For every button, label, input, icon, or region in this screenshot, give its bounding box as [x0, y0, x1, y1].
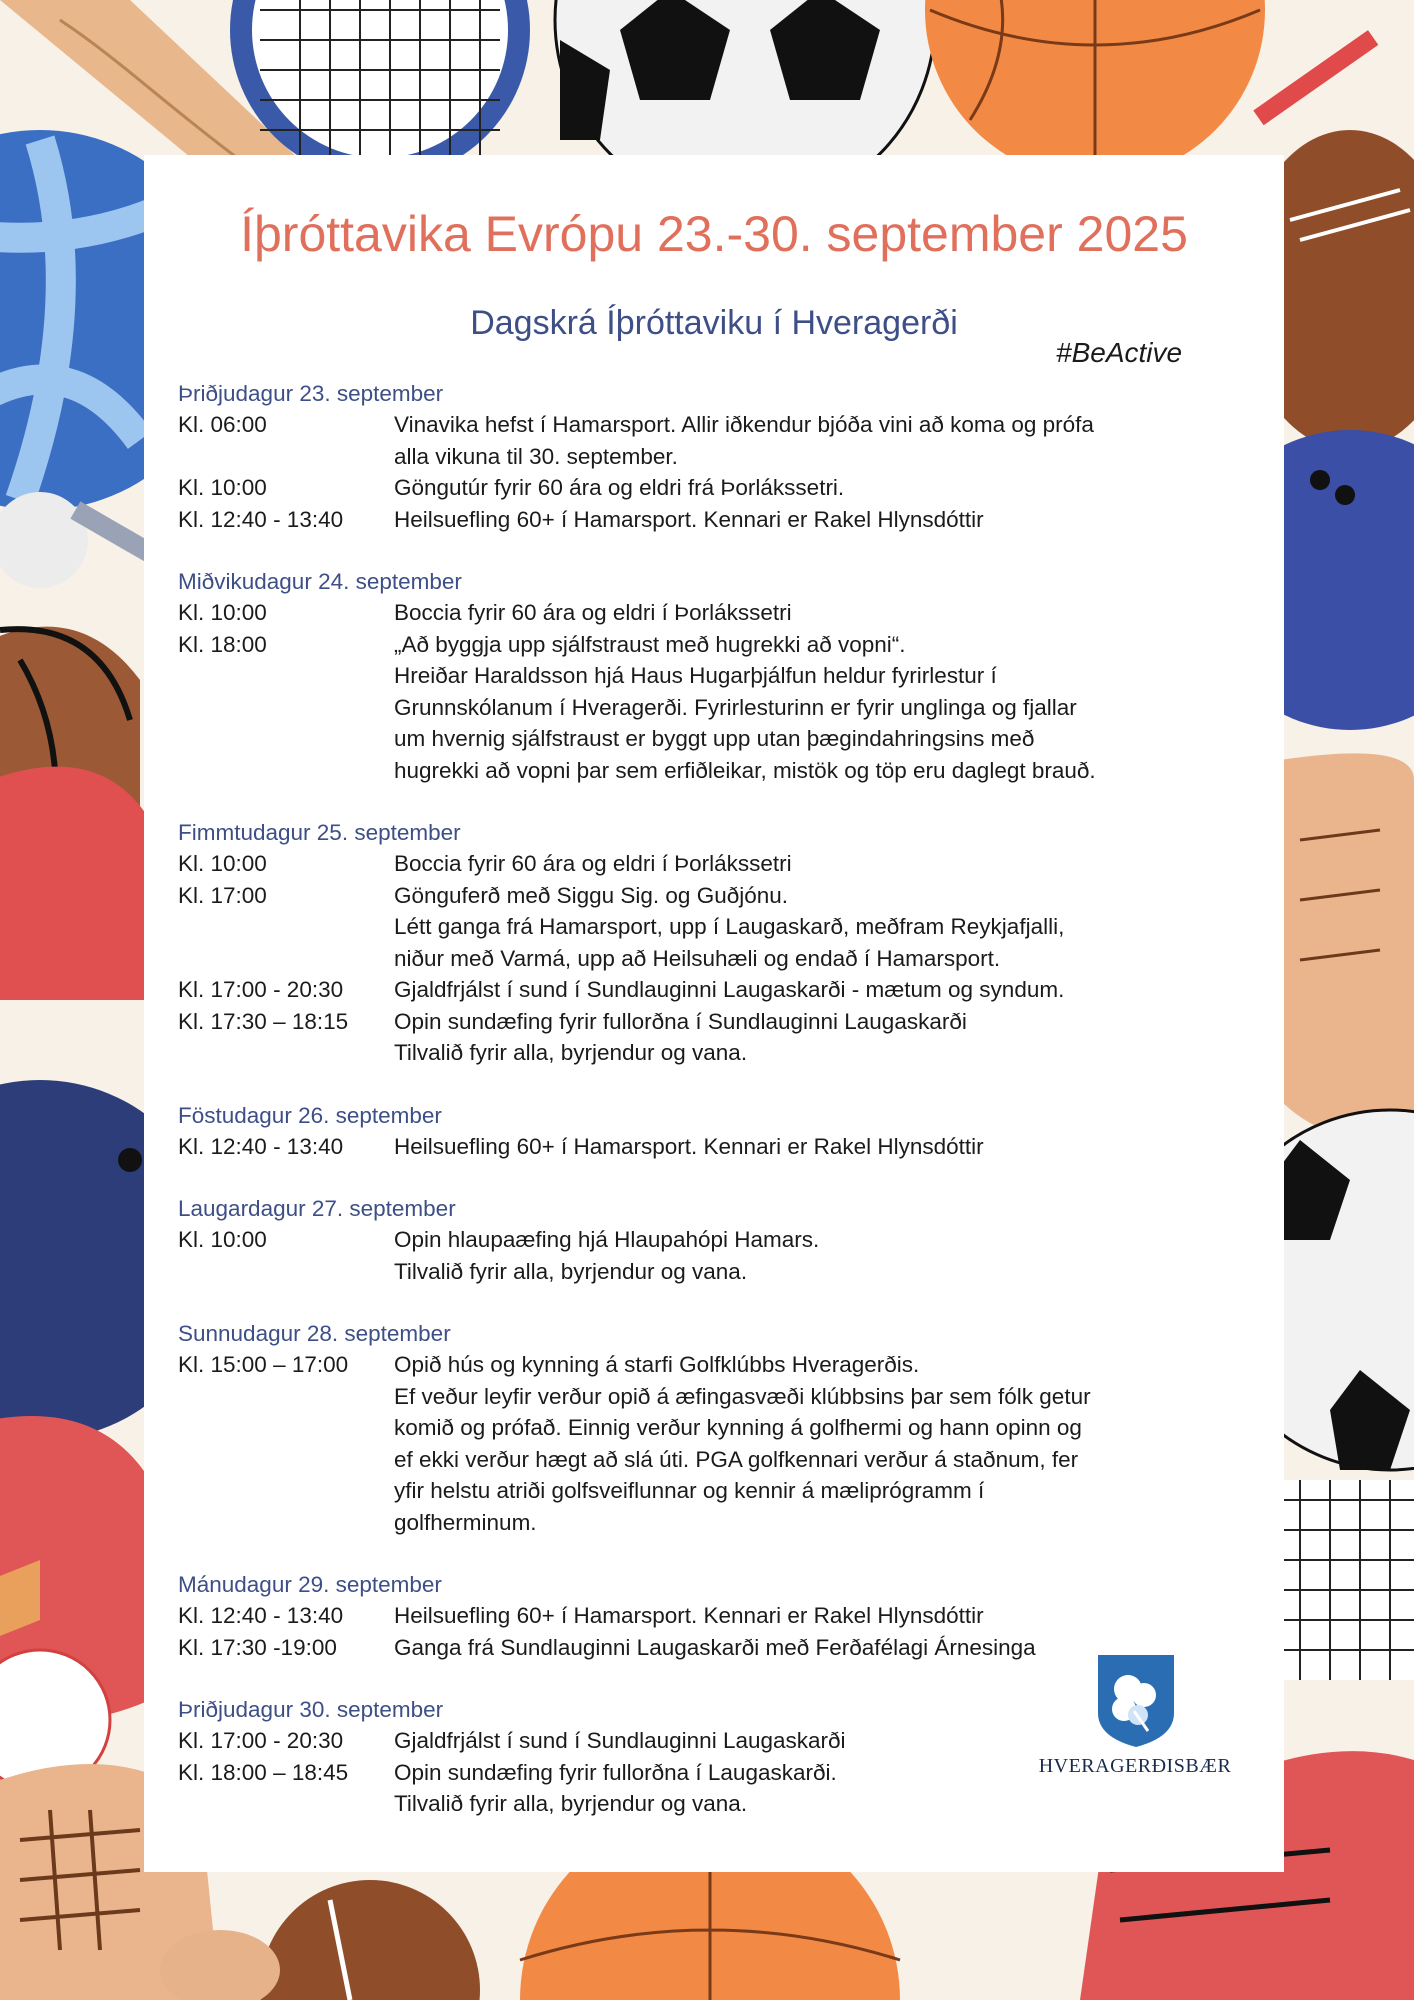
event-description — [394, 880, 1188, 975]
event-description-line: Gönguferð með Siggu Sig. og Guðjónu. — [394, 882, 789, 908]
event-description-line: „Að byggja upp sjálfstraust með hugrekki að vopni“. — [394, 631, 906, 657]
day-heading: Sunnudagur 28. september — [178, 1321, 451, 1346]
event-time: Kl. 15:00 – 17:00 — [178, 1352, 349, 1377]
event-time: Kl. 17:00 - 20:30 — [178, 977, 344, 1002]
event-time: Kl. 18:00 – 18:45 — [178, 1759, 349, 1785]
event-description-line: Vinavika hefst í Hamarsport. Allir iðkendur bjóða vini að koma og prófa — [394, 412, 1094, 437]
day-heading: Þriðjudagur 23. september — [178, 381, 444, 406]
event-description-line: Tilvalið fyrir alla, byrjendur og vana. — [394, 1791, 748, 1816]
event-row — [178, 1131, 1188, 1163]
event-description-line: Heilsuefling 60+ í Hamarsport. Kennari er Rakel Hlynsdóttir — [394, 1603, 984, 1628]
event-description-line: Opin hlaupaæfing hjá Hlaupahópi Hamars. — [394, 1227, 820, 1252]
event-description — [394, 1006, 1188, 1069]
event-description-line: Heilsuefling 60+ í Hamarsport. Kennari er Rakel Hlynsdóttir — [394, 506, 984, 532]
event-description-line: komið og prófað. Einnig verður kynning á golfhermi og hann opinn og — [394, 1415, 1082, 1440]
event-description-line: Tilvalið fyrir alla, byrjendur og vana. — [394, 1258, 748, 1284]
event-time: Kl. 18:00 — [178, 631, 267, 657]
event-row — [178, 504, 1188, 536]
event-description-line: golfherminum. — [394, 1509, 537, 1535]
day-section — [178, 817, 1188, 1069]
schedule-card — [144, 155, 1284, 1872]
clover-shield-icon — [1098, 1655, 1174, 1747]
event-description-line: niður með Varmá, upp að Heilsuhæli og endað í Hamarsport. — [394, 945, 1001, 971]
event-description — [394, 629, 1188, 787]
event-description — [394, 597, 1188, 629]
event-time: Kl. 10:00 — [178, 851, 267, 876]
day-heading: Fimmtudagur 25. september — [178, 820, 461, 845]
event-time: Kl. 12:40 - 13:40 — [178, 1603, 344, 1628]
event-description-line: alla vikuna til 30. september. — [394, 443, 678, 469]
event-row — [178, 409, 1188, 472]
event-time: Kl. 06:00 — [178, 412, 267, 437]
page-subtitle: Dagskrá Íþróttaviku í Hveragerði — [470, 304, 958, 342]
event-row — [178, 472, 1188, 504]
event-time: Kl. 10:00 — [178, 1227, 267, 1252]
event-description — [394, 1600, 1188, 1632]
event-row — [178, 848, 1188, 880]
event-description — [394, 409, 1188, 472]
event-description — [394, 1224, 1188, 1287]
day-heading: Miðvikudagur 24. september — [178, 569, 462, 594]
day-section — [178, 378, 1188, 535]
day-section — [178, 1569, 1188, 1663]
event-time: Kl. 12:40 - 13:40 — [178, 506, 344, 532]
event-row — [178, 1006, 1188, 1069]
day-heading: Mánudagur 29. september — [178, 1572, 442, 1597]
day-heading: Laugardagur 27. september — [178, 1196, 456, 1221]
event-description-line: Gjaldfrjálst í sund í Sundlauginni Laugaskarði - mætum og syndum. — [394, 977, 1065, 1002]
hveragerdi-logo — [1024, 1655, 1244, 1775]
event-time: Kl. 17:00 — [178, 882, 267, 908]
event-row — [178, 1349, 1188, 1538]
event-time: Kl. 10:00 — [178, 475, 267, 500]
event-description-line: Heilsuefling 60+ í Hamarsport. Kennari er Rakel Hlynsdóttir — [394, 1133, 984, 1159]
event-time: Kl. 17:30 – 18:15 — [178, 1008, 349, 1034]
event-row — [178, 1224, 1188, 1287]
logo-text: HVERAGERÐISBÆR — [1038, 1755, 1232, 1777]
event-description-line: hugrekki að vopni þar sem erfiðleikar, mistök og töp eru daglegt brauð. — [394, 757, 1096, 783]
event-time: Kl. 17:30 -19:00 — [178, 1634, 337, 1660]
day-heading: Föstudagur 26. september — [178, 1102, 442, 1128]
event-description-line: Opin sundæfing fyrir fullorðna í Laugaskarði. — [394, 1759, 837, 1785]
event-description-line: Tilvalið fyrir alla, byrjendur og vana. — [394, 1040, 748, 1065]
page-title: Íþróttavika Evrópu 23.-30. september 2025 — [240, 206, 1188, 262]
event-description-line: Létt ganga frá Hamarsport, upp í Laugaskarð, meðfram Reykjafjalli, — [394, 914, 1065, 939]
event-description-line: yfir helstu atriði golfsveiflunnar og kennir á mæliprógramm í — [394, 1478, 985, 1503]
day-heading: Þriðjudagur 30. september — [178, 1697, 444, 1722]
event-description-line: ef ekki verður hægt að slá úti. PGA golfkennari verður á staðnum, fer — [394, 1446, 1079, 1472]
event-description-line: Boccia fyrir 60 ára og eldri í Þorlákssetri — [394, 600, 792, 625]
day-section — [178, 1318, 1188, 1538]
event-description — [394, 1349, 1188, 1538]
event-description-line: Ganga frá Sundlauginni Laugaskarði með Ferðafélagi Árnesinga — [394, 1634, 1036, 1660]
schedule-list — [178, 378, 1188, 1851]
event-description — [394, 1131, 1188, 1163]
event-time: Kl. 17:00 - 20:30 — [178, 1728, 344, 1753]
event-row — [178, 974, 1188, 1006]
day-section — [178, 1100, 1188, 1163]
day-section — [178, 566, 1188, 786]
event-row — [178, 880, 1188, 975]
hashtag: #BeActive — [1056, 337, 1183, 368]
event-description-line: Gjaldfrjálst í sund í Sundlauginni Laugaskarði — [394, 1728, 846, 1753]
event-row — [178, 1600, 1188, 1632]
event-description — [394, 848, 1188, 880]
event-description-line: um hvernig sjálfstraust er byggt upp utan þægindahringsins með — [394, 726, 1035, 751]
event-description-line: Grunnskólanum í Hveragerði. Fyrirlesturinn er fyrir unglinga og fjallar — [394, 694, 1077, 720]
event-time: Kl. 10:00 — [178, 600, 267, 625]
event-row — [178, 597, 1188, 629]
day-section — [178, 1193, 1188, 1287]
event-description-line: Boccia fyrir 60 ára og eldri í Þorlákssetri — [394, 851, 792, 876]
event-description-line: Hreiðar Haraldsson hjá Haus Hugarþjálfun heldur fyrirlestur í — [394, 663, 997, 688]
event-description-line: Opin sundæfing fyrir fullorðna í Sundlauginni Laugaskarði — [394, 1008, 967, 1034]
event-description — [394, 504, 1188, 536]
event-description-line: Opið hús og kynning á starfi Golfklúbbs Hveragerðis. — [394, 1352, 920, 1377]
helmet-icon — [0, 627, 150, 1000]
event-time: Kl. 12:40 - 13:40 — [178, 1133, 344, 1159]
event-description-line: Ef veður leyfir verður opið á æfingasvæði klúbbsins þar sem fólk getur — [394, 1383, 1091, 1409]
event-description-line: Göngutúr fyrir 60 ára og eldri frá Þorlákssetri. — [394, 475, 845, 500]
event-row — [178, 629, 1188, 787]
event-description — [394, 974, 1188, 1006]
event-description — [394, 472, 1188, 504]
